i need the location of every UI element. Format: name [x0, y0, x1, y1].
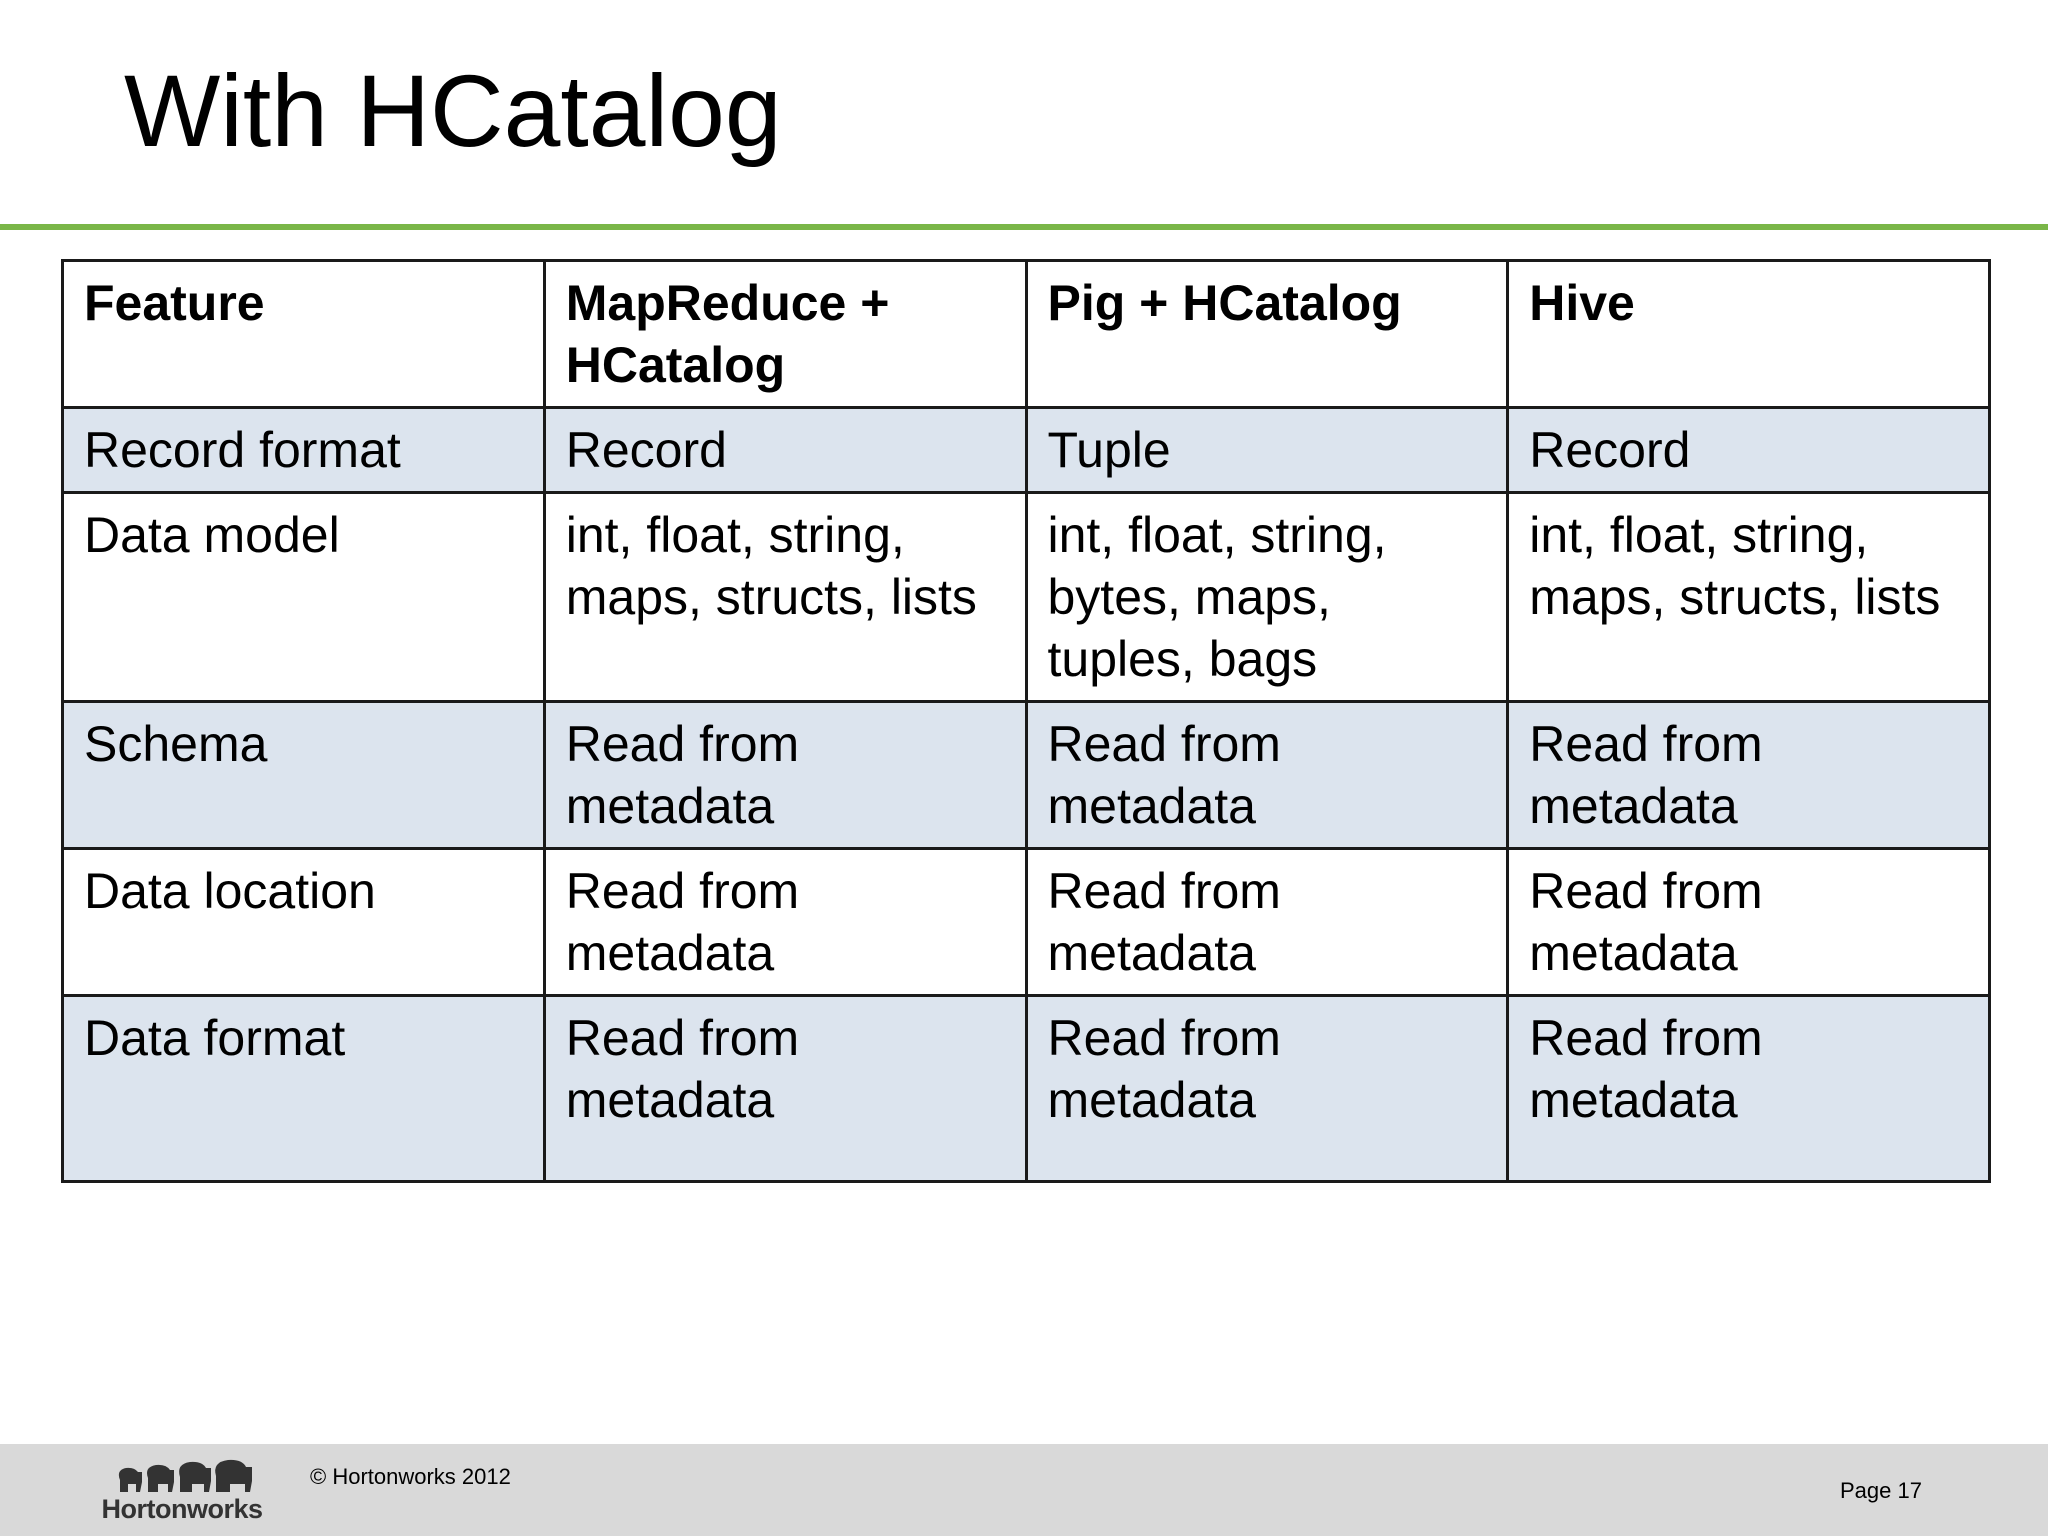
table-row [63, 702, 1990, 849]
slide-title: With HCatalog [124, 54, 782, 168]
table-row [63, 996, 1990, 1182]
table-cell: Read from metadata [1026, 702, 1508, 849]
table-cell: int, float, string, maps, structs, lists [1508, 493, 1990, 702]
table-cell: Data location [63, 849, 545, 996]
table-cell: Data format [63, 996, 545, 1182]
logo-wordmark: Hortonworks [101, 1494, 263, 1524]
table-cell: int, float, string, maps, structs, lists [544, 493, 1026, 702]
table-cell: Record format [63, 408, 545, 493]
table-cell: Record [1508, 408, 1990, 493]
table-cell: Read from metadata [544, 849, 1026, 996]
table-row [63, 849, 1990, 996]
table-cell: Data model [63, 493, 545, 702]
table-cell: Read from metadata [544, 996, 1026, 1182]
table-cell: Schema [63, 702, 545, 849]
page-number: Page 17 [1840, 1478, 1922, 1503]
header-feature: Feature [63, 261, 545, 408]
header-pig-hcatalog: Pig + HCatalog [1026, 261, 1508, 408]
hortonworks-logo [98, 1458, 266, 1524]
table-cell: Read from metadata [1026, 996, 1508, 1182]
table-cell: Tuple [1026, 408, 1508, 493]
copyright-text: © Hortonworks 2012 [310, 1464, 511, 1489]
header-hive: Hive [1508, 261, 1990, 408]
table-header-row [63, 261, 1990, 408]
table-row [63, 408, 1990, 493]
table-row [63, 493, 1990, 702]
table-cell: Read from metadata [1508, 702, 1990, 849]
table-cell: Read from metadata [1026, 849, 1508, 996]
table-cell: Read from metadata [544, 702, 1026, 849]
header-mapreduce-hcatalog: MapReduce + HCatalog [544, 261, 1026, 408]
elephants-icon [98, 1458, 266, 1494]
table-cell: Read from metadata [1508, 996, 1990, 1182]
table-cell: Record [544, 408, 1026, 493]
table-cell: Read from metadata [1508, 849, 1990, 996]
footer-band [0, 1444, 2048, 1536]
table-cell: int, float, string, bytes, maps, tuples, bags [1026, 493, 1508, 702]
comparison-table [61, 259, 1991, 1183]
title-divider [0, 224, 2048, 230]
